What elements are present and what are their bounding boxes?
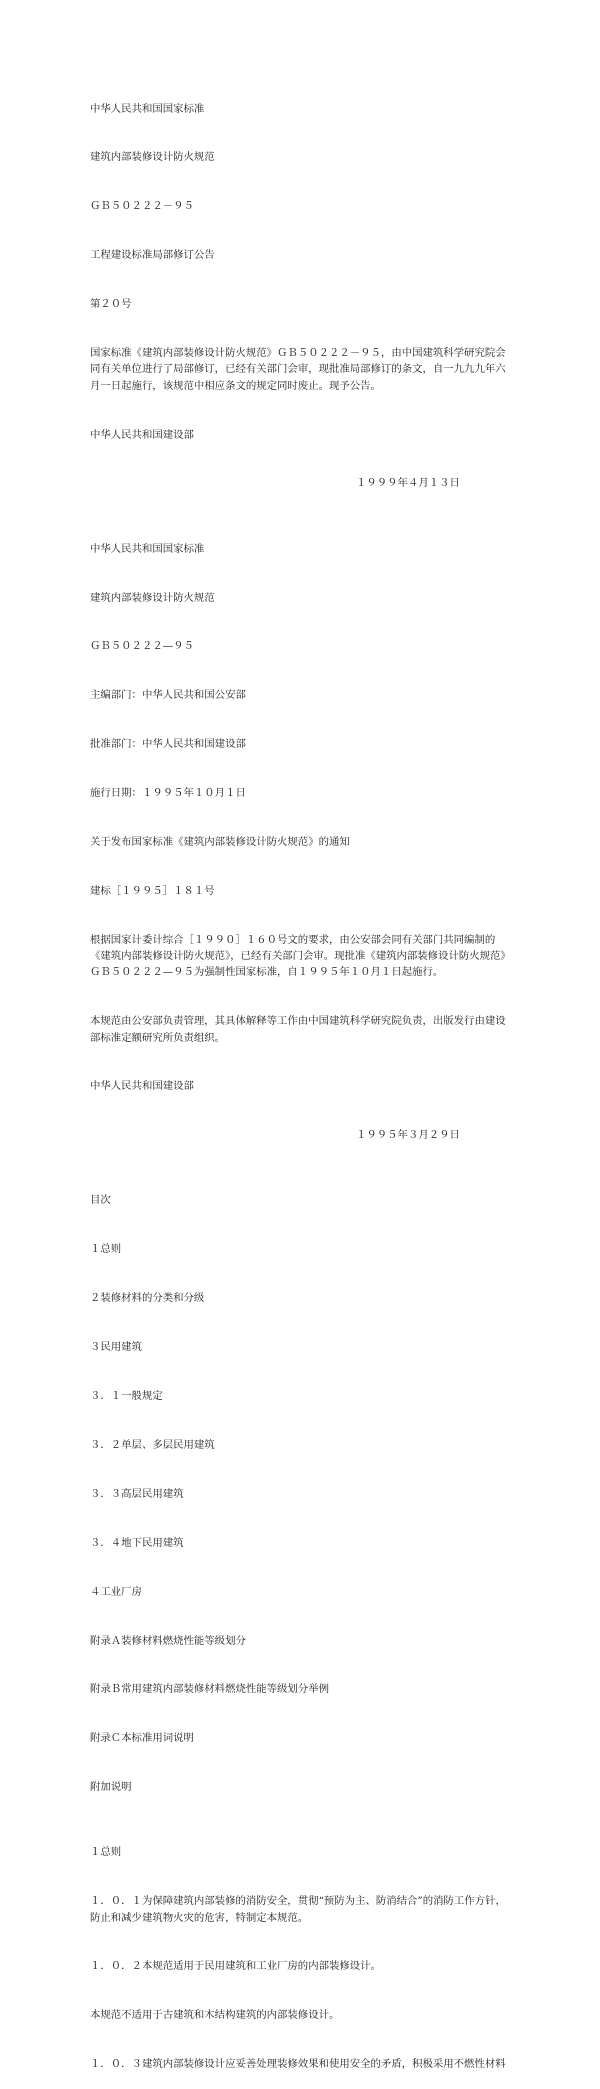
toc-title: 目次 — [90, 1194, 111, 1207]
standard-header: 中华人民共和国国家标准 — [90, 102, 205, 115]
approval-department: 批准部门：中华人民共和国建设部 — [90, 738, 246, 751]
clause-1-0-2: １．０．２本规范适用于民用建筑和工业厂房的内部装修设计。 — [90, 1960, 381, 1973]
document-page — [90, 68, 515, 2089]
toc-item: ４工业厂房 — [90, 1585, 142, 1598]
clause-1-0-2-note: 本规范不适用于古建筑和木结构建筑的内部装修设计。 — [90, 2009, 340, 2022]
announcement-title: 工程建设标准局部修订公告 — [90, 249, 215, 262]
chief-department: 主编部门：中华人民共和国公安部 — [90, 689, 246, 702]
announcement-signer: 中华人民共和国建设部 — [90, 428, 194, 441]
standard-header-2: 中华人民共和国国家标准 — [90, 542, 205, 555]
standard-code: ＧＢ５０２２２－９５ — [90, 200, 194, 213]
toc-item: １总则 — [90, 1243, 122, 1256]
announcement-number: 第２０号 — [90, 298, 132, 311]
notice-number: 建标［１９９５］１８１号 — [90, 884, 215, 897]
toc-item: 附录Ｂ常用建筑内部装修材料燃烧性能等级划分举例 — [90, 1683, 329, 1696]
toc-item: ３民用建筑 — [90, 1341, 142, 1354]
notice-signer: 中华人民共和国建设部 — [90, 1080, 194, 1093]
clause-1-0-3: １．０．３建筑内部装修设计应妥善处理装修效果和使用安全的矛盾，积极采用不燃性材料 — [90, 2058, 506, 2071]
notice-paragraph-1: 根据国家计委计综合［１９９０］１６０号文的要求，由公安部会同有关部门共同编制的《建筑内部装修设计防火规范》，已经有关部门会审。现批准《建筑内部装修设计防火规范》ＧＢ５０２２２—９５为强制性国家标准，自１９９５年１０月１日起施行。 — [90, 933, 511, 979]
toc-item: ２装修材料的分类和分级 — [90, 1292, 205, 1305]
notice-date: １９９５年３月２９日 — [356, 1129, 460, 1142]
standard-title: 建筑内部装修设计防火规范 — [90, 151, 215, 164]
toc-item: ３．４地下民用建筑 — [90, 1536, 184, 1549]
toc-item: 附录Ａ装修材料燃烧性能等级划分 — [90, 1634, 246, 1647]
standard-title-2: 建筑内部装修设计防火规范 — [90, 591, 215, 604]
toc-item: 附录Ｃ本标准用词说明 — [90, 1732, 194, 1745]
announcement-paragraph: 国家标准《建筑内部装修设计防火规范》ＧＢ５０２２２－９５，由中国建筑科学研究院会同有关单位进行了局部修订，已经有关部门会审，现批准局部修订的条文，自一九九九年六月一日起施行，该规范中相应条文的规定同时废止。现予公告。 — [90, 347, 506, 392]
toc-item: ３．２单层、多层民用建筑 — [90, 1438, 215, 1451]
toc-item: 附加说明 — [90, 1781, 132, 1794]
toc-item: ３．１一般规定 — [90, 1390, 163, 1403]
clause-1-0-1: １．０．１为保障建筑内部装修的消防安全，贯彻“预防为主、防消结合”的消防工作方针，防止和减少建筑物火灾的危害，特制定本规范。 — [90, 1895, 506, 1924]
toc-item: ３．３高层民用建筑 — [90, 1487, 184, 1500]
standard-code-2: ＧＢ５０２２２—９５ — [90, 640, 194, 653]
announcement-date: １９９９年４月１３日 — [356, 477, 460, 490]
effective-date: 施行日期：１９９５年１０月１日 — [90, 787, 246, 800]
notice-paragraph-2: 本规范由公安部负责管理，其具体解释等工作由中国建筑科学研究院负责，出版发行由建设部标准定额研究所负责组织。 — [90, 1015, 506, 1044]
section-heading: １总则 — [90, 1846, 122, 1859]
notice-title: 关于发布国家标准《建筑内部装修设计防火规范》的通知 — [90, 835, 350, 848]
